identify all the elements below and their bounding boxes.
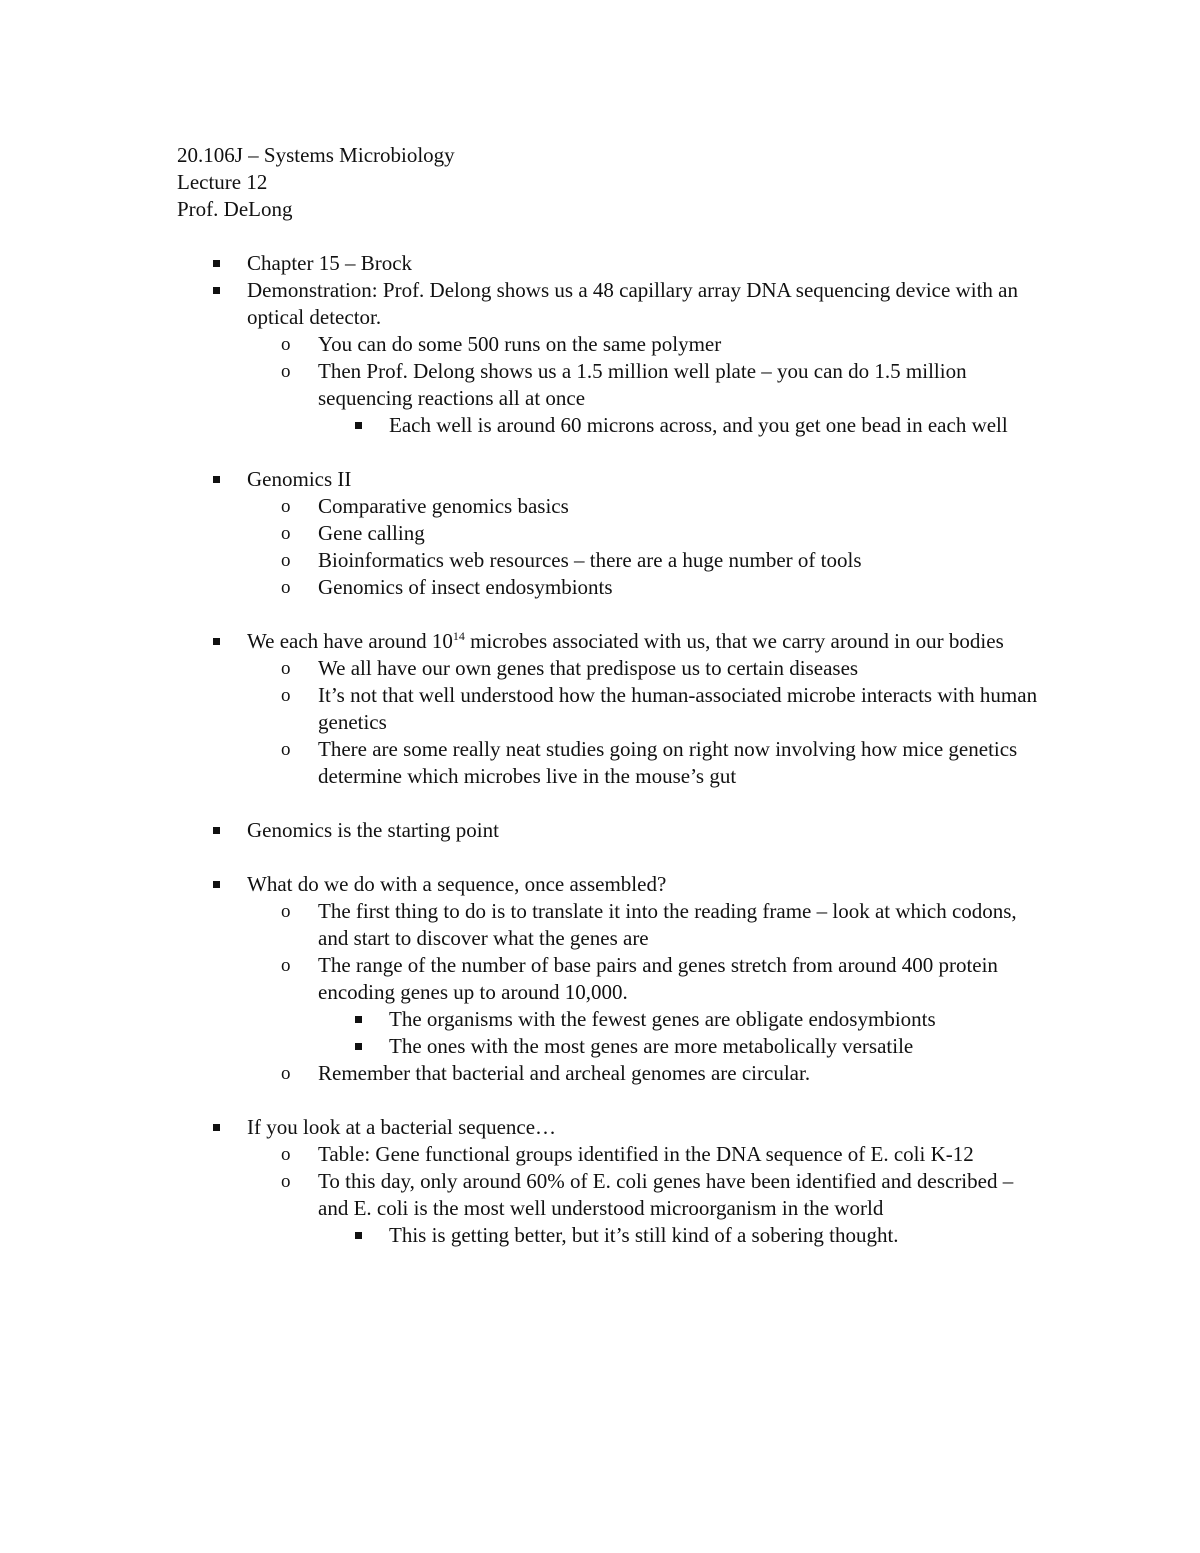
list-item: Genomics II [247,466,1037,493]
list-item: o Then Prof. Delong shows us a 1.5 million well plate – you can do 1.5 million sequencing reactions all at once [281,359,967,410]
circle-bullet-icon: o [281,1171,291,1192]
square-bullet-icon [355,1222,362,1249]
square-bullet-icon [355,412,362,439]
list-item: o To this day, only around 60% of E. coli genes have been identified and described – and E. coli is the most well understood microorganism in the world [281,1169,1014,1220]
course-title: 20.106J – Systems Microbiology [177,143,455,167]
list-item: Genomics is the starting point [247,817,1037,844]
circle-bullet-icon: o [281,955,291,976]
list-item: o We all have our own genes that predispose us to certain diseases [281,656,859,680]
list-item: o Bioinformatics web resources – there are a huge number of tools [281,548,862,572]
list-item: If you look at a bacterial sequence… [247,1114,1037,1141]
circle-bullet-icon: o [281,1063,291,1084]
list-item: o You can do some 500 runs on the same polymer [281,332,722,356]
circle-bullet-icon: o [281,550,291,571]
list-item: Demonstration: Prof. Delong shows us a 48 capillary array DNA sequencing device with an optical detector. [247,277,1037,331]
circle-bullet-icon: o [281,1144,291,1165]
lecture-number: Lecture 12 [177,170,268,194]
list-item: o Table: Gene functional groups identified in the DNA sequence of E. coli K-12 [281,1142,974,1166]
list-item: Chapter 15 – Brock [247,250,1037,277]
list-item: o Comparative genomics basics [281,494,569,518]
circle-bullet-icon: o [281,577,291,598]
square-bullet-icon [355,1006,362,1033]
list-item: o Remember that bacterial and archeal genomes are circular. [281,1061,811,1085]
list-item: Each well is around 60 microns across, and you get one bead in each well [389,412,1029,439]
list-item: The ones with the most genes are more metabolically versatile [389,1033,1029,1060]
circle-bullet-icon: o [281,739,291,760]
circle-bullet-icon: o [281,685,291,706]
exponent: 14 [452,629,465,643]
circle-bullet-icon: o [281,523,291,544]
document-header [177,142,455,223]
square-bullet-icon [213,628,220,655]
list-item: o Gene calling [281,521,425,545]
square-bullet-icon [355,1033,362,1060]
square-bullet-icon [213,466,220,493]
square-bullet-icon [213,817,220,844]
circle-bullet-icon: o [281,658,291,679]
square-bullet-icon [213,1114,220,1141]
list-item: What do we do with a sequence, once assembled? [247,871,1037,898]
square-bullet-icon [213,871,220,898]
square-bullet-icon [213,250,220,277]
notes-body [0,250,1200,1249]
circle-bullet-icon: o [281,334,291,355]
list-item: o The range of the number of base pairs and genes stretch from around 400 protein encoding genes up to around 10,000. [281,953,998,1004]
professor-name: Prof. DeLong [177,197,293,221]
circle-bullet-icon: o [281,496,291,517]
list-item: We each have around $10^{14}$ microbes associated with us, that we carry around in our bodies [247,628,1037,655]
list-item: The organisms with the fewest genes are obligate endosymbionts [389,1006,1029,1033]
list-item: o There are some really neat studies going on right now involving how mice genetics determine which microbes live in the mouse’s gut [281,737,1018,788]
list-item: o The first thing to do is to translate it into the reading frame – look at which codons, and start to discover what the genes are [281,899,1017,950]
list-item: This is getting better, but it’s still kind of a sobering thought. [389,1222,1029,1249]
circle-bullet-icon: o [281,361,291,382]
circle-bullet-icon: o [281,901,291,922]
list-item: o Genomics of insect endosymbionts [281,575,613,599]
square-bullet-icon [213,277,220,304]
list-item: o It’s not that well understood how the human-associated microbe interacts with human genetics [281,683,1038,734]
